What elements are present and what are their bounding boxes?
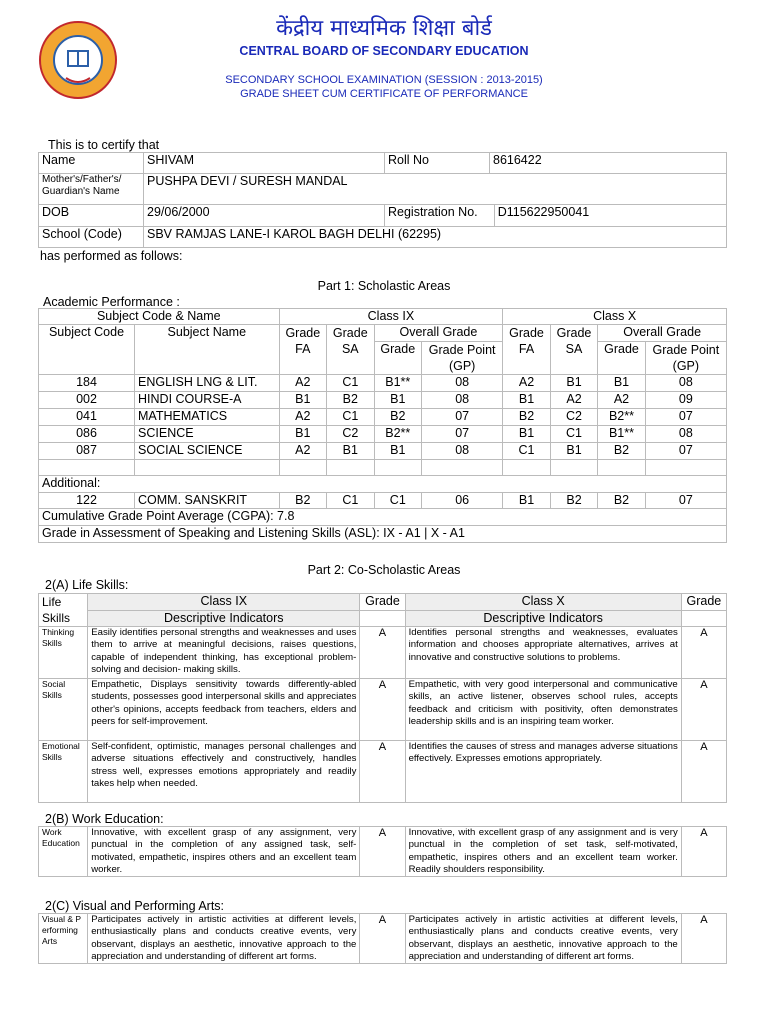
asl-grade: Grade in Assessment of Speaking and Listening Skills (ASL): IX - A1 | X - A1 [39,526,727,543]
arts-row [39,914,727,964]
header-grade-fa-ix: Grade FA [279,325,326,375]
subject-gp10: 07 [645,443,726,460]
additional-code: 122 [39,493,135,509]
subject-fa9: B1 [279,392,326,409]
subject-g9: B2 [374,409,421,426]
subject-sa10: A2 [550,392,597,409]
header-grade-x: Grade [598,342,645,375]
subject-gp9: 08 [422,443,503,460]
header-grade-sa-x: Grade SA [550,325,597,375]
header-class-ix: Class IX [279,309,503,325]
work-grade-ix: A [360,827,405,877]
subject-gp10: 09 [645,392,726,409]
header-overall-x: Overall Grade [598,325,727,342]
work-desc-ix: Innovative, with excellent grasp of any assignment, very punctual in the completion of any assigned task, self-motivated, empathetic, inspires others and an excellent team worker. [88,827,360,877]
arts-skill: Visual & P erforming Arts [39,914,88,964]
additional-gp9: 06 [422,493,503,509]
life-skills-table [38,593,727,803]
work-education-title: 2(B) Work Education: [45,812,164,826]
subject-gp9: 08 [422,375,503,392]
life-skill-g9: A [360,627,405,679]
life-skill-skill: Emotional Skills [39,741,88,803]
subject-g10: B1** [598,426,645,443]
life-skill-d9: Self-confident, optimistic, manages personal challenges and adverse situations effectively and constructively, handles stress well, expresses emotions appropriately and readily takes help when needed. [88,741,360,803]
header-desc-x: Descriptive Indicators [405,611,681,627]
life-skill-d9: Empathetic, Displays sensitivity towards differently-abled students, possesses good interpersonal skills and appreciates other's opinions, accepts feedback from teachers, elders and peers for self-improvement. [88,679,360,741]
subject-row [39,392,727,409]
school-value: SBV RAMJAS LANE-I KAROL BAGH DELHI (62295) [144,227,727,248]
subject-gp9: 07 [422,426,503,443]
additional-gp10: 07 [645,493,726,509]
header-ls-class-ix: Class IX [88,594,360,611]
header-grade-sa-ix: Grade SA [327,325,374,375]
subject-gp9: 07 [422,409,503,426]
header-grade-ix: Grade [374,342,421,375]
subject-row [39,426,727,443]
subject-fa10: C1 [503,443,550,460]
roll-label: Roll No [385,153,490,174]
work-desc-x: Innovative, with excellent grasp of any assignment and is very punctual in the completion of set task, self-motivated, empathetic, inspires others and an excellent team worker. Readily shoulders responsibility. [405,827,681,877]
arts-table [38,913,727,964]
performed-text: has performed as follows: [40,249,183,263]
life-skill-g9: A [360,741,405,803]
header-desc-ix: Descriptive Indicators [88,611,360,627]
subject-fa9: A2 [279,375,326,392]
student-name: SHIVAM [144,153,385,174]
subject-sa10: C1 [550,426,597,443]
subject-g10: A2 [598,392,645,409]
work-education-table [38,826,727,877]
subject-g9: B2** [374,426,421,443]
additional-fa10: B1 [503,493,550,509]
subject-sa10: B1 [550,375,597,392]
subject-fa10: B2 [503,409,550,426]
header-ls-grade-ix: Grade [360,594,405,611]
subject-sa9: B1 [327,443,374,460]
student-info-table [38,152,727,248]
additional-fa9: B2 [279,493,326,509]
subject-fa10: A2 [503,375,550,392]
subject-fa9: A2 [279,443,326,460]
subject-code: 002 [39,392,135,409]
subject-gp10: 07 [645,409,726,426]
subject-code: 184 [39,375,135,392]
subject-row [39,443,727,460]
subject-sa9: C1 [327,409,374,426]
subject-sa9: B2 [327,392,374,409]
header-ls-grade-x: Grade [681,594,726,611]
cgpa: Cumulative Grade Point Average (CGPA): 7.8 [39,509,727,526]
subject-fa9: B1 [279,426,326,443]
header-subject-code-name: Subject Code & Name [39,309,280,325]
header-overall-ix: Overall Grade [374,325,503,342]
header-gp-x: Grade Point (GP) [645,342,726,375]
additional-sa9: C1 [327,493,374,509]
subject-code: 041 [39,409,135,426]
subject-fa10: B1 [503,426,550,443]
life-skill-skill: Thinking Skills [39,627,88,679]
header-life-skills: Life Skills [39,594,88,627]
subject-name: MATHEMATICS [135,409,280,426]
hindi-title: केंद्रीय माध्यमिक शिक्षा बोर्ड [276,16,492,41]
subject-row [39,375,727,392]
header-subject-code: Subject Code [39,325,135,375]
work-skill: Work Education [39,827,88,877]
life-skill-g10: A [681,741,726,803]
header-gp-ix: Grade Point (GP) [422,342,503,375]
subject-g10: B2** [598,409,645,426]
subject-g10: B2 [598,443,645,460]
additional-label: Additional: [39,476,727,493]
life-skill-d10: Empathetic, with very good interpersonal and communicative skills, an active listener, observes school rules, accepts feedback and criticism with positivity, often demonstrates leadership skills and is an inspiring team worker. [405,679,681,741]
additional-sa10: B2 [550,493,597,509]
scholastic-table [38,308,727,543]
name-label: Name [39,153,144,174]
part1-title: Part 1: Scholastic Areas [317,279,451,293]
header-class-x: Class X [503,309,727,325]
subject-sa10: B1 [550,443,597,460]
dob-label: DOB [39,205,144,227]
guardian-label: Mother's/Father's/ Guardian's Name [39,174,144,205]
subject-fa10: B1 [503,392,550,409]
registration-label: Registration No. [385,205,495,227]
life-skill-row [39,741,727,803]
subject-name: ENGLISH LNG & LIT. [135,375,280,392]
academic-performance-label: Academic Performance : [43,295,180,309]
certify-text: This is to certify that [48,138,160,152]
life-skill-row [39,627,727,679]
subject-g10: B1 [598,375,645,392]
exam-title: SECONDARY SCHOOL EXAMINATION (SESSION : 2013-2015) [225,74,543,86]
life-skill-d9: Easily identifies personal strengths and weaknesses and uses them to arrive at meaningful decisions, raises questions, capable of independent thinking, has exceptional problem- solving and decision- making skills. [88,627,360,679]
board-name: CENTRAL BOARD OF SECONDARY EDUCATION [239,44,529,58]
arts-title: 2(C) Visual and Performing Arts: [45,899,225,913]
subject-code: 087 [39,443,135,460]
subject-gp9: 08 [422,392,503,409]
header-subject-name: Subject Name [135,325,280,375]
additional-row [39,493,727,509]
roll-number: 8616422 [490,153,727,174]
subject-sa10: C2 [550,409,597,426]
life-skills-title: 2(A) Life Skills: [45,578,129,592]
subject-fa9: A2 [279,409,326,426]
arts-grade-ix: A [360,914,405,964]
subject-g9: B1** [374,375,421,392]
life-skill-g9: A [360,679,405,741]
additional-g10: B2 [598,493,645,509]
subject-sa9: C2 [327,426,374,443]
dob-value: 29/06/2000 [144,205,385,227]
subject-gp10: 08 [645,426,726,443]
header-ls-class-x: Class X [405,594,681,611]
life-skill-skill: Social Skills [39,679,88,741]
certificate-title: GRADE SHEET CUM CERTIFICATE OF PERFORMANCE [240,88,528,100]
arts-desc-ix: Participates actively in artistic activities at different levels, enthusiastically plans and conducts creative events, very observant, displays an aesthetic, innovative approach to the appreciation and understanding of different art forms. [88,914,360,964]
work-grade-x: A [681,827,726,877]
subject-name: SCIENCE [135,426,280,443]
arts-grade-x: A [681,914,726,964]
life-skill-d10: Identifies the causes of stress and manages adverse situations effectively. Expresses emotions appropriately. [405,741,681,803]
subject-name: HINDI COURSE-A [135,392,280,409]
guardian-name: PUSHPA DEVI / SURESH MANDAL [144,174,727,205]
additional-name: COMM. SANSKRIT [135,493,280,509]
additional-g9: C1 [374,493,421,509]
life-skill-g10: A [681,627,726,679]
life-skill-row [39,679,727,741]
subject-g9: B1 [374,392,421,409]
work-education-row [39,827,727,877]
subject-gp10: 08 [645,375,726,392]
subject-sa9: C1 [327,375,374,392]
subject-g9: B1 [374,443,421,460]
subject-name: SOCIAL SCIENCE [135,443,280,460]
subject-code: 086 [39,426,135,443]
arts-desc-x: Participates actively in artistic activities at different levels, enthusiastically plans and conducts creative events, very observant, displays an aesthetic, innovative approach to the appreciation and understanding of different art forms. [405,914,681,964]
header-grade-fa-x: Grade FA [503,325,550,375]
part2-title: Part 2: Co-Scholastic Areas [307,563,461,577]
life-skill-g10: A [681,679,726,741]
registration-number: D115622950041 [494,205,726,227]
subject-row [39,409,727,426]
life-skill-d10: Identifies personal strengths and weaknesses, evaluates information and chooses appropriate alternatives, arrives at innovative and constructive solutions to problems. [405,627,681,679]
school-label: School (Code) [39,227,144,248]
